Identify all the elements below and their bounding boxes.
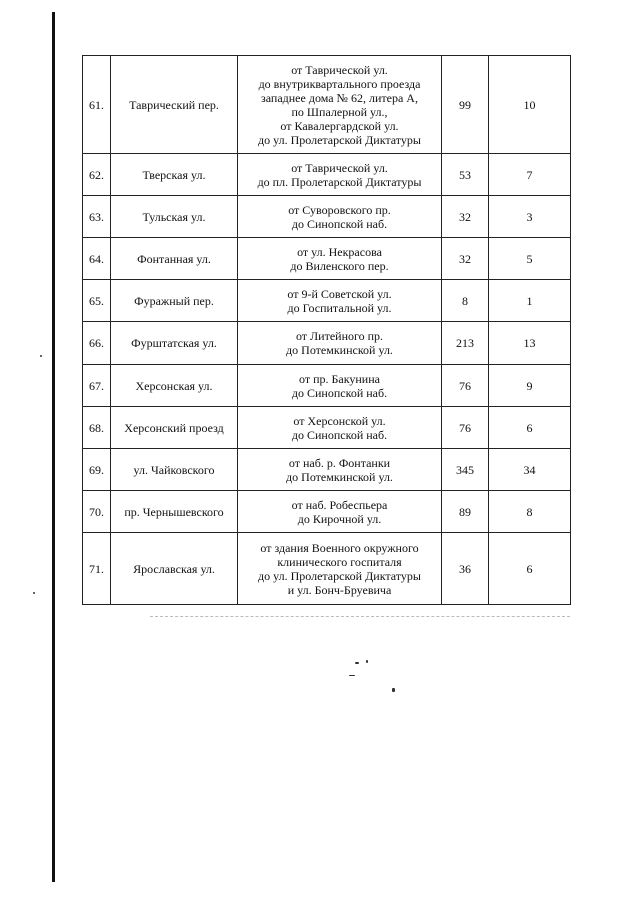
street-route: от Литейного пр. до Потемкинской ул.	[238, 322, 442, 365]
scan-speck	[349, 675, 355, 676]
count-value: 10	[489, 56, 571, 154]
length-value: 213	[442, 322, 489, 365]
scan-speck	[33, 592, 35, 594]
street-route: от 9-й Советской ул. до Госпитальной ул.	[238, 280, 442, 322]
length-value: 76	[442, 365, 489, 407]
scan-speck	[366, 660, 368, 663]
count-value: 3	[489, 196, 571, 238]
row-number: 61.	[83, 56, 111, 154]
row-number: 71.	[83, 533, 111, 605]
count-value: 34	[489, 449, 571, 491]
street-name: Херсонский проезд	[111, 407, 238, 449]
count-value: 6	[489, 407, 571, 449]
street-name: пр. Чернышевского	[111, 491, 238, 533]
count-value: 6	[489, 533, 571, 605]
count-value: 1	[489, 280, 571, 322]
length-value: 99	[442, 56, 489, 154]
length-value: 32	[442, 238, 489, 280]
row-number: 65.	[83, 280, 111, 322]
count-value: 7	[489, 154, 571, 196]
table-row	[83, 154, 571, 196]
scan-artifact-line	[150, 616, 570, 617]
table-row	[83, 196, 571, 238]
scan-speck	[392, 688, 395, 692]
row-number: 69.	[83, 449, 111, 491]
street-name: Фонтанная ул.	[111, 238, 238, 280]
length-value: 8	[442, 280, 489, 322]
scan-margin-line	[52, 12, 55, 882]
row-number: 70.	[83, 491, 111, 533]
street-name: Тульская ул.	[111, 196, 238, 238]
table-row	[83, 365, 571, 407]
table-row	[83, 238, 571, 280]
street-name: ул. Чайковского	[111, 449, 238, 491]
street-route: от Суворовского пр. до Синопской наб.	[238, 196, 442, 238]
length-value: 76	[442, 407, 489, 449]
table-row	[83, 56, 571, 154]
street-name: Херсонская ул.	[111, 365, 238, 407]
scan-speck	[355, 662, 359, 664]
street-route: от пр. Бакунина до Синопской наб.	[238, 365, 442, 407]
count-value: 13	[489, 322, 571, 365]
street-route: от Херсонской ул. до Синопской наб.	[238, 407, 442, 449]
length-value: 53	[442, 154, 489, 196]
length-value: 345	[442, 449, 489, 491]
street-name: Фурштатская ул.	[111, 322, 238, 365]
street-name: Ярославская ул.	[111, 533, 238, 605]
scan-speck	[40, 355, 42, 357]
table-row	[83, 322, 571, 365]
length-value: 32	[442, 196, 489, 238]
streets-table-body	[83, 56, 571, 605]
table-row	[83, 449, 571, 491]
table-row	[83, 533, 571, 605]
street-route: от Таврической ул. до внутриквартального проезда западнее дома № 62, литера А, по Шпалерной ул., от Кавалергардской ул. до ул. Пролетарской Диктатуры	[238, 56, 442, 154]
street-route: от Таврической ул. до пл. Пролетарской Диктатуры	[238, 154, 442, 196]
street-name: Фуражный пер.	[111, 280, 238, 322]
street-name: Тверская ул.	[111, 154, 238, 196]
count-value: 8	[489, 491, 571, 533]
row-number: 63.	[83, 196, 111, 238]
street-route: от здания Военного окружного клинического госпиталя до ул. Пролетарской Диктатуры и ул. Бонч-Бруевича	[238, 533, 442, 605]
streets-table	[82, 55, 571, 605]
street-name: Таврический пер.	[111, 56, 238, 154]
length-value: 89	[442, 491, 489, 533]
row-number: 66.	[83, 322, 111, 365]
count-value: 9	[489, 365, 571, 407]
row-number: 67.	[83, 365, 111, 407]
length-value: 36	[442, 533, 489, 605]
table-row	[83, 491, 571, 533]
row-number: 68.	[83, 407, 111, 449]
table-row	[83, 280, 571, 322]
row-number: 64.	[83, 238, 111, 280]
count-value: 5	[489, 238, 571, 280]
street-route: от наб. Робеспьера до Кирочной ул.	[238, 491, 442, 533]
table-row	[83, 407, 571, 449]
street-route: от наб. р. Фонтанки до Потемкинской ул.	[238, 449, 442, 491]
street-route: от ул. Некрасова до Виленского пер.	[238, 238, 442, 280]
row-number: 62.	[83, 154, 111, 196]
